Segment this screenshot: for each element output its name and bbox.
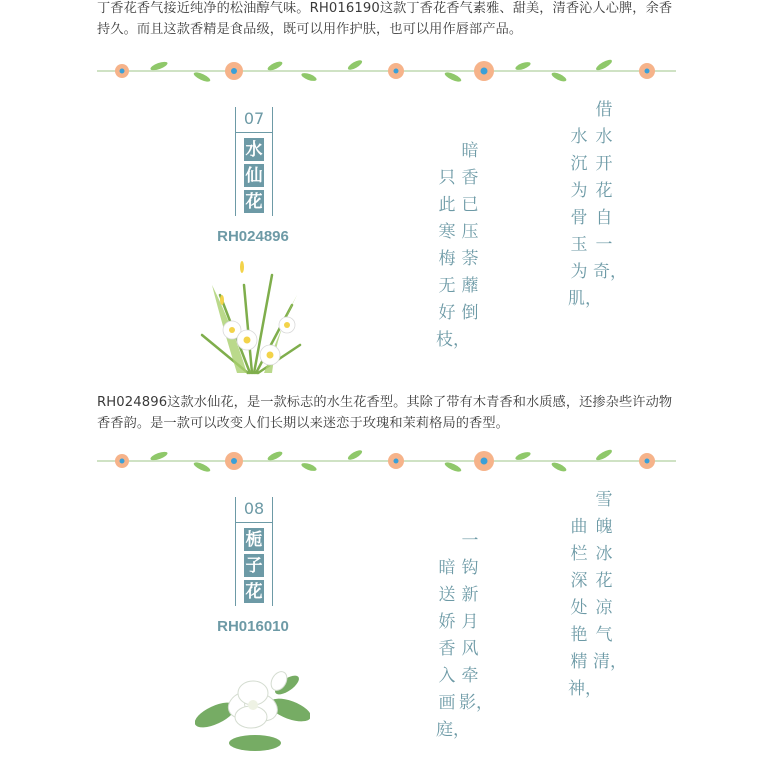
flower-name [244,138,264,213]
narcissus-illustration [192,255,312,375]
flower-name-char: 仙 [245,166,263,186]
section-number-block [235,497,273,606]
poem-line-1: 雪魄冰花凉气清， [593,490,627,672]
poem-line-4: 只此寒梅无好枝， [436,168,470,350]
product-code: RH016010 [217,618,289,635]
flower-name-char: 子 [245,556,263,576]
flower-name-char: 花 [245,582,263,602]
intro-paragraph: 丁香花香气接近纯净的松油醇气味。RH016190这款丁香花香气素雅、甜美，清香沁人心脾，余香持久。而且这款香精是食品级，既可以用作护肤，也可以用作唇部产品。 [97,1,673,37]
flower-name-char: 栀 [245,530,263,550]
poem-line-3: 一钩新月风牵影， [459,531,493,713]
flower-name-char: 水 [245,140,263,160]
gardenia-illustration [195,655,310,755]
section-number-block [235,107,273,216]
poem-line-1: 借水开花自一奇， [593,100,627,282]
vine-divider [97,58,676,84]
poem-line-4: 暗送娇香入画庭， [436,558,470,740]
flower-name-char: 花 [245,192,263,212]
section-number: 08 [236,497,272,523]
section-number: 07 [236,107,272,133]
poem-line-2: 曲栏深处艳精神， [568,517,602,699]
flower-name [244,528,264,603]
product-code: RH024896 [217,228,289,245]
section-description: RH024896这款水仙花，是一款标志的水生花香型。其除了带有木青香和水质感，还掺杂些许动物香香韵。是一款可以改变人们长期以来迷恋于玫瑰和茉莉格局的香型。 [97,395,673,431]
poem-line-2: 水沉为骨玉为肌， [568,127,602,309]
poem-line-3: 暗香已压荼蘼倒 [461,141,479,323]
vine-divider [97,448,676,474]
